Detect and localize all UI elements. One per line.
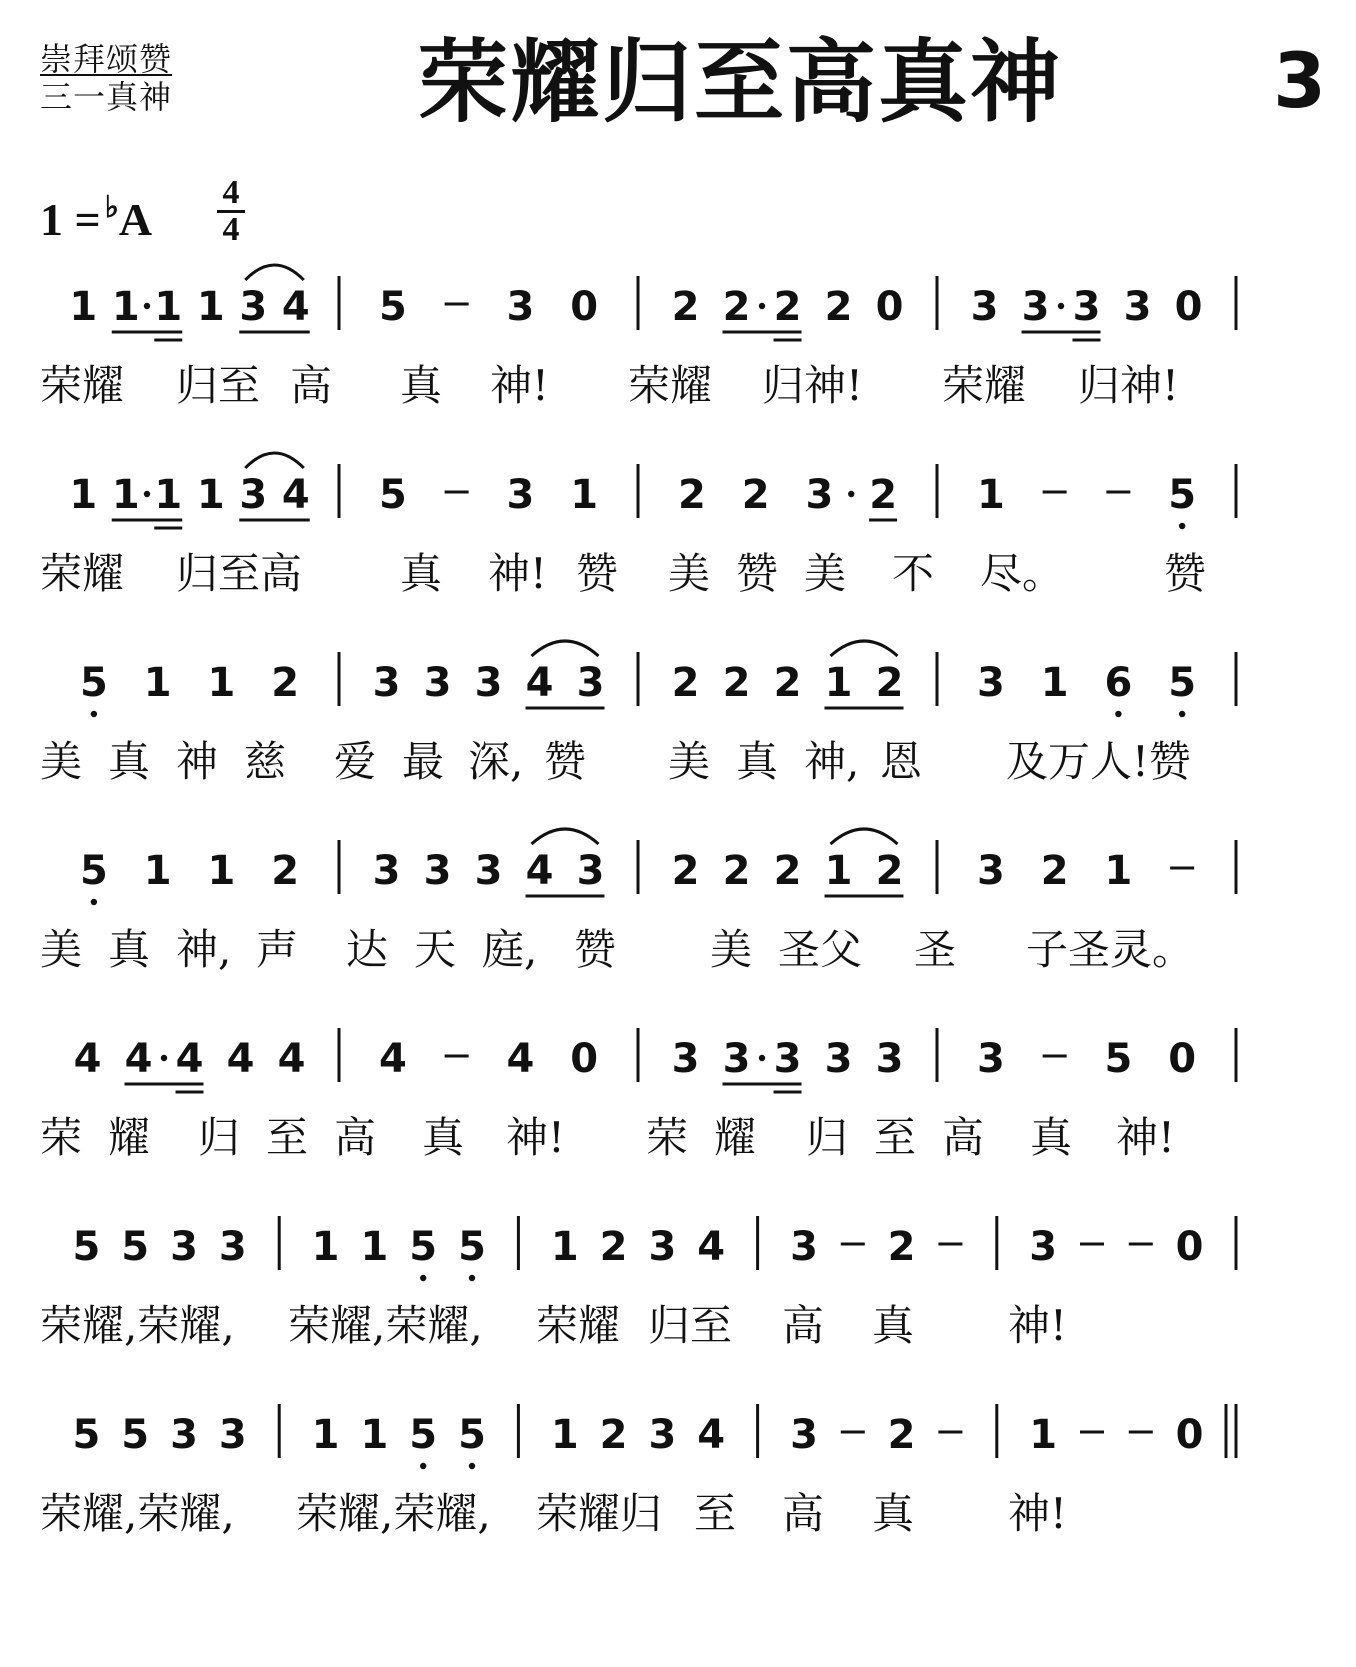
lyric-text: 荣耀: [40, 361, 125, 410]
note-digit: 0: [875, 284, 904, 330]
lyric-text: 荣耀: [536, 1301, 621, 1350]
lyric-text: 荣耀,荣耀,: [40, 1489, 235, 1538]
note-digit: 3: [1072, 284, 1101, 330]
note-digit: 1: [143, 848, 172, 894]
note-digit: 1: [824, 660, 853, 706]
note-digit: 0: [1174, 284, 1203, 330]
lyric-text: 归至: [648, 1301, 733, 1350]
lyric-text: 最: [402, 737, 445, 786]
lyric-text: 美: [40, 925, 83, 974]
augmentation-dot: [144, 303, 150, 309]
note-digit: 1: [111, 284, 140, 330]
lyric-text: 神!: [1008, 1489, 1067, 1538]
lyric-text: 真: [400, 361, 443, 410]
note-digit: 2: [1040, 848, 1069, 894]
lyric-text: 神!: [1116, 1113, 1175, 1162]
time-sig-bottom: 4: [222, 211, 240, 248]
lyric-text: 荣耀,荣耀,: [296, 1489, 491, 1538]
note-digit: 2: [671, 848, 700, 894]
note-digit: 1: [311, 1412, 340, 1458]
note-digit: 3: [423, 848, 452, 894]
lyric-text: 至: [874, 1113, 917, 1162]
note-digit: 1: [69, 284, 98, 330]
time-sig-top: 4: [222, 174, 240, 211]
lyric-text: 耀: [714, 1113, 757, 1162]
note-digit: 3: [648, 1224, 677, 1270]
lyric-text: 神!: [490, 361, 549, 410]
note-digit: 3: [970, 284, 999, 330]
note-digit: 3: [976, 660, 1005, 706]
note-digit: 1: [143, 660, 172, 706]
note-digit: 3: [239, 284, 268, 330]
note-digit: 3: [170, 1224, 198, 1270]
lyric-text: 归神!: [1078, 361, 1179, 410]
note-digit: 1: [154, 472, 183, 518]
lyric-text: 圣父: [778, 925, 863, 974]
note-digit: 3: [474, 848, 503, 894]
note-digit: 4: [124, 1036, 153, 1082]
slur-arc: [532, 829, 599, 844]
lyric-text: 高: [782, 1489, 825, 1538]
note-digit: 4: [525, 848, 554, 894]
lyric-text: 赞: [574, 925, 617, 974]
slur-arc: [831, 641, 898, 656]
lyric-text: 神!: [1008, 1301, 1067, 1350]
note-digit: 5: [458, 1412, 486, 1458]
note-digit: 3: [824, 1036, 853, 1082]
low-octave-dot: [420, 1275, 426, 1281]
slur-arc: [532, 641, 599, 656]
note-digit: 1: [69, 472, 98, 518]
low-octave-dot: [91, 899, 97, 905]
note-digit: 2: [875, 848, 904, 894]
note-digit: 3: [773, 1036, 802, 1082]
note-digit: 1: [360, 1224, 389, 1270]
note-digit: 5: [378, 472, 407, 518]
note-digit: 2: [887, 1224, 916, 1270]
note-digit: 0: [1175, 1412, 1204, 1458]
note-digit: 0: [570, 284, 599, 330]
note-digit: 2: [875, 660, 904, 706]
note-digit: 3: [1123, 284, 1152, 330]
lyric-text: 声: [256, 925, 299, 974]
note-digit: 5: [409, 1412, 438, 1458]
lyric-text: 神: [176, 737, 219, 786]
note-digit: 3: [372, 848, 401, 894]
lyric-text: 神,: [804, 737, 860, 786]
low-octave-dot: [469, 1463, 475, 1469]
lyric-text: 美: [804, 549, 847, 598]
slur-arc: [245, 265, 304, 280]
note-digit: 1: [1040, 660, 1069, 706]
note-digit: 5: [458, 1224, 486, 1270]
low-octave-dot: [469, 1275, 475, 1281]
lyric-text: 真: [872, 1489, 915, 1538]
note-digit: 3: [239, 472, 268, 518]
lyric-text: 庭,: [482, 925, 538, 974]
note-digit: 5: [79, 660, 108, 706]
note-digit: 3: [474, 660, 503, 706]
note-digit: 1: [824, 848, 853, 894]
lyric-text: 爱: [334, 737, 377, 786]
note-digit: 2: [671, 660, 700, 706]
lyric-text: 赞: [736, 549, 779, 598]
note-digit: 2: [677, 472, 706, 518]
lyric-text: 真: [400, 549, 443, 598]
note-digit: 3: [423, 660, 452, 706]
note-digit: 3: [648, 1412, 677, 1458]
note-digit: 3: [218, 1412, 247, 1458]
note-digit: 0: [1175, 1224, 1204, 1270]
note-digit: 1: [111, 472, 140, 518]
note-digit: 5: [1104, 1036, 1133, 1082]
lyric-text: 恩: [880, 737, 923, 786]
lyric-text: 真: [736, 737, 779, 786]
lyric-text: 归: [806, 1113, 849, 1162]
note-digit: 2: [599, 1224, 628, 1270]
lyric-text: 高: [942, 1113, 985, 1162]
note-digit: 5: [121, 1224, 150, 1270]
lyric-text: 荣耀: [942, 361, 1027, 410]
lyric-text: 尽。: [980, 549, 1065, 598]
lyric-text: 不: [892, 549, 935, 598]
lyric-text: 达: [346, 925, 389, 974]
note-digit: 4: [281, 472, 310, 518]
lyric-text: 神!: [506, 1113, 565, 1162]
note-digit: 4: [73, 1036, 102, 1082]
augmentation-dot: [759, 1055, 765, 1061]
key-note: A: [118, 194, 153, 245]
lyric-text: 美: [668, 737, 711, 786]
note-digit: 2: [599, 1412, 628, 1458]
note-digit: 4: [525, 660, 554, 706]
note-digit: 6: [1104, 660, 1133, 706]
lyric-text: 美: [668, 549, 711, 598]
lyric-text: 及万人!赞: [1006, 737, 1191, 786]
lyric-text: 神!: [488, 549, 547, 598]
slur-arc: [245, 453, 304, 468]
note-digit: 1: [1029, 1412, 1058, 1458]
note-digit: 4: [281, 284, 310, 330]
note-digit: 4: [697, 1224, 726, 1270]
augmentation-dot: [759, 303, 765, 309]
note-digit: 5: [121, 1412, 150, 1458]
lyric-text: 慈: [244, 737, 287, 786]
low-octave-dot: [420, 1463, 426, 1469]
lyric-text: 归: [198, 1113, 241, 1162]
lyric-text: 真: [872, 1301, 915, 1350]
note-digit: 0: [1168, 1036, 1197, 1082]
note-digit: 0: [570, 1036, 599, 1082]
note-digit: 4: [175, 1036, 204, 1082]
note-digit: 3: [1021, 284, 1050, 330]
note-digit: 5: [378, 284, 407, 330]
note-digit: 2: [271, 660, 300, 706]
category-label: 崇拜颂赞: [40, 40, 173, 78]
note-digit: 3: [790, 1224, 818, 1270]
note-digit: 3: [722, 1036, 751, 1082]
lyric-text: 至: [694, 1489, 737, 1538]
lyric-text: 荣: [40, 1113, 83, 1162]
lyric-text: 圣: [914, 925, 957, 974]
note-digit: 1: [360, 1412, 389, 1458]
lyric-text: 赞: [576, 549, 619, 598]
note-digit: 3: [576, 660, 605, 706]
lyric-text: 子圣灵。: [1026, 925, 1195, 974]
lyric-text: 至: [266, 1113, 309, 1162]
note-digit: 1: [196, 472, 225, 518]
lyric-text: 赞: [544, 737, 587, 786]
lyric-text: 神,: [176, 925, 232, 974]
hymn-title: 荣耀归至高真神: [418, 30, 1062, 135]
flat-symbol: ♭: [104, 191, 119, 224]
lyric-text: 荣耀,荣耀,: [288, 1301, 483, 1350]
augmentation-dot: [848, 491, 854, 497]
note-digit: 2: [773, 284, 802, 330]
note-digit: 2: [271, 848, 300, 894]
note-digit: 3: [790, 1412, 818, 1458]
subcategory-label: 三一真神: [40, 78, 173, 116]
note-digit: 5: [79, 848, 108, 894]
note-digit: 5: [72, 1412, 101, 1458]
low-octave-dot: [1179, 711, 1185, 717]
lyric-text: 高: [334, 1113, 377, 1162]
lyric-text: 归神!: [762, 361, 863, 410]
low-octave-dot: [91, 711, 97, 717]
note-digit: 1: [207, 848, 236, 894]
note-digit: 3: [372, 660, 401, 706]
note-digit: 3: [576, 848, 605, 894]
augmentation-dot: [1058, 303, 1064, 309]
note-digit: 2: [773, 660, 802, 706]
lyric-text: 美: [40, 737, 83, 786]
augmentation-dot: [144, 491, 150, 497]
note-digit: 3: [976, 848, 1005, 894]
note-digit: 2: [824, 284, 853, 330]
note-digit: 5: [1168, 660, 1197, 706]
lyric-text: 归至: [176, 361, 261, 410]
note-digit: 4: [378, 1036, 407, 1082]
lyric-text: 高: [782, 1301, 825, 1350]
note-digit: 3: [170, 1412, 198, 1458]
note-digit: 3: [976, 1036, 1005, 1082]
low-octave-dot: [1179, 523, 1185, 529]
note-digit: 5: [72, 1224, 101, 1270]
lyric-text: 真: [108, 925, 151, 974]
note-digit: 1: [570, 472, 599, 518]
slur-arc: [831, 829, 898, 844]
note-digit: 3: [805, 472, 834, 518]
note-digit: 2: [741, 472, 770, 518]
lyric-text: 天: [414, 925, 457, 974]
note-digit: 1: [311, 1224, 340, 1270]
lyric-text: 深,: [468, 737, 524, 786]
note-digit: 4: [697, 1412, 726, 1458]
note-digit: 5: [409, 1224, 438, 1270]
key-prefix: 1 =: [40, 194, 101, 245]
note-digit: 3: [218, 1224, 247, 1270]
note-digit: 5: [1168, 472, 1197, 518]
augmentation-dot: [161, 1055, 167, 1061]
note-digit: 2: [671, 284, 700, 330]
note-digit: 2: [887, 1412, 916, 1458]
note-digit: 3: [875, 1036, 904, 1082]
note-digit: 4: [226, 1036, 255, 1082]
note-digit: 1: [550, 1224, 579, 1270]
note-digit: 1: [1104, 848, 1133, 894]
lyric-text: 赞: [1164, 549, 1207, 598]
lyric-text: 荣耀: [628, 361, 713, 410]
note-digit: 2: [722, 848, 751, 894]
lyric-text: 荣耀,荣耀,: [40, 1301, 235, 1350]
lyric-text: 荣: [646, 1113, 689, 1162]
note-digit: 3: [506, 284, 535, 330]
lyric-text: 真: [422, 1113, 465, 1162]
note-digit: 3: [1029, 1224, 1058, 1270]
low-octave-dot: [1115, 711, 1121, 717]
lyric-text: 真: [108, 737, 151, 786]
note-digit: 2: [722, 284, 751, 330]
lyric-text: 耀: [108, 1113, 151, 1162]
note-digit: 2: [773, 848, 802, 894]
note-digit: 2: [722, 660, 751, 706]
note-digit: 1: [976, 472, 1005, 518]
lyric-text: 荣耀: [40, 549, 125, 598]
lyric-text: 归至高: [176, 549, 303, 598]
lyric-text: 真: [1030, 1113, 1073, 1162]
note-digit: 1: [196, 284, 225, 330]
note-digit: 1: [154, 284, 183, 330]
hymn-number: 3: [1273, 36, 1326, 125]
note-digit: 4: [277, 1036, 306, 1082]
note-digit: 3: [671, 1036, 700, 1082]
note-digit: 4: [506, 1036, 535, 1082]
lyric-text: 荣耀归: [536, 1489, 663, 1538]
note-digit: 2: [869, 472, 898, 518]
lyric-text: 美: [710, 925, 753, 974]
note-digit: 3: [506, 472, 535, 518]
lyric-text: 高: [290, 361, 333, 410]
note-digit: 1: [550, 1412, 579, 1458]
note-digit: 1: [207, 660, 236, 706]
